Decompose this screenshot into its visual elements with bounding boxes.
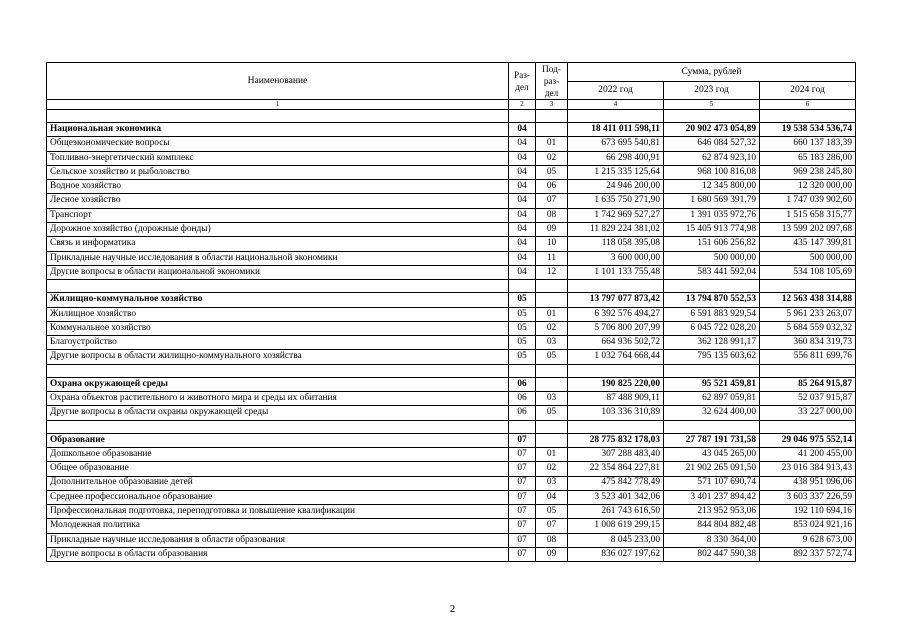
amount-2023: 1 680 569 391,79 — [664, 194, 760, 208]
podrazdel-code — [536, 433, 568, 447]
row-name: Сельское хозяйство и рыболовство — [47, 165, 509, 179]
razdel-code: 04 — [509, 223, 536, 237]
row-name: Прикладные научные исследования в области образования — [47, 533, 509, 547]
razdel-code: 07 — [509, 519, 536, 533]
podrazdel-code: 01 — [536, 307, 568, 321]
amount-2023: 646 084 527,32 — [664, 137, 760, 151]
razdel-code: 07 — [509, 490, 536, 504]
amount-2022: 307 288 483,40 — [568, 447, 664, 461]
table-row — [47, 336, 856, 350]
amount-2024: 892 337 572,74 — [760, 548, 856, 562]
amount-2022: 1 032 764 668,44 — [568, 350, 664, 364]
column-number: 5 — [664, 100, 760, 110]
empty-cell — [568, 280, 664, 293]
podrazdel-code: 05 — [536, 406, 568, 420]
row-name: Общее образование — [47, 462, 509, 476]
section-name: Охрана окружающей среды — [47, 377, 509, 391]
amount-2024: 500 000,00 — [760, 251, 856, 265]
blank-row — [47, 420, 856, 433]
amount-2024: 1 747 039 902,60 — [760, 194, 856, 208]
podrazdel-code: 05 — [536, 505, 568, 519]
table-row — [47, 476, 856, 490]
row-name: Другие вопросы в области национальной экономики — [47, 265, 509, 279]
podrazdel-code: 07 — [536, 194, 568, 208]
table-row — [47, 237, 856, 251]
amount-2023: 6 045 722 028,20 — [664, 321, 760, 335]
section-row — [47, 293, 856, 307]
empty-cell — [536, 110, 568, 123]
podrazdel-code: 01 — [536, 447, 568, 461]
amount-2022: 3 600 000,00 — [568, 251, 664, 265]
podrazdel-code — [536, 123, 568, 137]
amount-2024: 41 200 455,00 — [760, 447, 856, 461]
amount-2023: 362 128 991,17 — [664, 336, 760, 350]
razdel-code: 04 — [509, 123, 536, 137]
amount-2024: 5 961 233 263,07 — [760, 307, 856, 321]
table-row — [47, 265, 856, 279]
razdel-code: 07 — [509, 476, 536, 490]
amount-2022: 664 936 502,72 — [568, 336, 664, 350]
row-name: Профессиональная подготовка, переподготовка и повышение квалификации — [47, 505, 509, 519]
podrazdel-code: 11 — [536, 251, 568, 265]
amount-2023: 13 794 870 552,53 — [664, 293, 760, 307]
amount-2024: 534 108 105,69 — [760, 265, 856, 279]
empty-cell — [568, 420, 664, 433]
empty-cell — [760, 420, 856, 433]
table-row — [47, 208, 856, 222]
empty-cell — [47, 420, 509, 433]
amount-2022: 836 027 197,62 — [568, 548, 664, 562]
amount-2024: 29 046 975 552,14 — [760, 433, 856, 447]
row-name: Другие вопросы в области жилищно-коммунального хозяйства — [47, 350, 509, 364]
podrazdel-code: 08 — [536, 208, 568, 222]
amount-2022: 475 842 778,49 — [568, 476, 664, 490]
row-name: Охрана объектов растительного и животного мира и среды их обитания — [47, 392, 509, 406]
empty-cell — [509, 364, 536, 377]
table-row — [47, 321, 856, 335]
amount-2024: 360 834 319,73 — [760, 336, 856, 350]
amount-2024: 969 238 245,80 — [760, 165, 856, 179]
podrazdel-code: 09 — [536, 223, 568, 237]
empty-cell — [47, 280, 509, 293]
podrazdel-code: 02 — [536, 151, 568, 165]
amount-2024: 33 227 000,00 — [760, 406, 856, 420]
amount-2024: 192 110 694,16 — [760, 505, 856, 519]
podrazdel-code: 10 — [536, 237, 568, 251]
amount-2022: 66 298 400,91 — [568, 151, 664, 165]
amount-2022: 3 523 401 342,06 — [568, 490, 664, 504]
header-year-2024: 2024 год — [760, 81, 856, 100]
section-row — [47, 123, 856, 137]
table-body — [47, 110, 856, 562]
amount-2022: 6 392 576 494,27 — [568, 307, 664, 321]
podrazdel-code: 05 — [536, 350, 568, 364]
amount-2023: 795 135 603,62 — [664, 350, 760, 364]
podrazdel-code: 03 — [536, 476, 568, 490]
amount-2024: 438 951 096,06 — [760, 476, 856, 490]
empty-cell — [664, 110, 760, 123]
amount-2023: 27 787 191 731,58 — [664, 433, 760, 447]
empty-cell — [664, 420, 760, 433]
razdel-code: 07 — [509, 548, 536, 562]
amount-2024: 660 137 183,39 — [760, 137, 856, 151]
amount-2022: 1 635 750 271,90 — [568, 194, 664, 208]
table-row — [47, 548, 856, 562]
blank-row — [47, 280, 856, 293]
podrazdel-code: 04 — [536, 490, 568, 504]
table-row — [47, 180, 856, 194]
table-row — [47, 392, 856, 406]
amount-2022: 1 101 133 755,48 — [568, 265, 664, 279]
razdel-code: 05 — [509, 293, 536, 307]
row-name: Дошкольное образование — [47, 447, 509, 461]
column-number: 6 — [760, 100, 856, 110]
razdel-code: 07 — [509, 447, 536, 461]
amount-2024: 52 037 915,87 — [760, 392, 856, 406]
razdel-code: 04 — [509, 165, 536, 179]
table-row — [47, 462, 856, 476]
budget-table — [46, 62, 856, 562]
amount-2023: 844 804 882,48 — [664, 519, 760, 533]
amount-2023: 3 401 237 894,42 — [664, 490, 760, 504]
header-razdel: Раз- дел — [509, 63, 536, 100]
amount-2022: 5 706 800 207,99 — [568, 321, 664, 335]
empty-cell — [760, 280, 856, 293]
amount-2024: 65 183 286,00 — [760, 151, 856, 165]
amount-2023: 151 606 256,82 — [664, 237, 760, 251]
empty-cell — [536, 280, 568, 293]
empty-cell — [509, 110, 536, 123]
amount-2023: 500 000,00 — [664, 251, 760, 265]
podrazdel-code: 02 — [536, 462, 568, 476]
amount-2022: 13 797 077 873,42 — [568, 293, 664, 307]
amount-2023: 15 405 913 774,98 — [664, 223, 760, 237]
table-row — [47, 406, 856, 420]
podrazdel-code: 02 — [536, 321, 568, 335]
empty-cell — [664, 364, 760, 377]
amount-2023: 8 330 364,00 — [664, 533, 760, 547]
amount-2023: 21 902 265 091,50 — [664, 462, 760, 476]
podrazdel-code: 03 — [536, 336, 568, 350]
table-row — [47, 165, 856, 179]
amount-2024: 23 016 384 913,43 — [760, 462, 856, 476]
section-name: Образование — [47, 433, 509, 447]
row-name: Транспорт — [47, 208, 509, 222]
empty-cell — [664, 280, 760, 293]
amount-2024: 12 320 000,00 — [760, 180, 856, 194]
amount-2024: 435 147 399,81 — [760, 237, 856, 251]
razdel-code: 07 — [509, 533, 536, 547]
amount-2023: 95 521 459,81 — [664, 377, 760, 391]
amount-2023: 43 045 265,00 — [664, 447, 760, 461]
row-name: Благоустройство — [47, 336, 509, 350]
section-name: Жилищно-коммунальное хозяйство — [47, 293, 509, 307]
table-row — [47, 194, 856, 208]
razdel-code: 04 — [509, 137, 536, 151]
table-row — [47, 151, 856, 165]
table-row — [47, 251, 856, 265]
amount-2023: 802 447 590,38 — [664, 548, 760, 562]
razdel-code: 07 — [509, 505, 536, 519]
amount-2022: 87 488 909,11 — [568, 392, 664, 406]
table-row — [47, 223, 856, 237]
razdel-code: 04 — [509, 180, 536, 194]
amount-2022: 673 695 540,81 — [568, 137, 664, 151]
amount-2022: 8 045 233,00 — [568, 533, 664, 547]
amount-2023: 32 624 400,00 — [664, 406, 760, 420]
podrazdel-code — [536, 377, 568, 391]
empty-cell — [509, 280, 536, 293]
table-row — [47, 350, 856, 364]
section-name: Национальная экономика — [47, 123, 509, 137]
amount-2023: 62 874 923,10 — [664, 151, 760, 165]
empty-cell — [568, 364, 664, 377]
empty-cell — [536, 420, 568, 433]
razdel-code: 07 — [509, 462, 536, 476]
section-row — [47, 377, 856, 391]
razdel-code: 04 — [509, 251, 536, 265]
amount-2022: 1 742 969 527,27 — [568, 208, 664, 222]
row-name: Жилищное хозяйство — [47, 307, 509, 321]
row-name: Молодежная политика — [47, 519, 509, 533]
podrazdel-code — [536, 293, 568, 307]
podrazdel-code: 03 — [536, 392, 568, 406]
amount-2022: 103 336 310,89 — [568, 406, 664, 420]
amount-2022: 24 946 200,00 — [568, 180, 664, 194]
podrazdel-code: 12 — [536, 265, 568, 279]
amount-2024: 1 515 658 315,77 — [760, 208, 856, 222]
amount-2024: 9 628 673,00 — [760, 533, 856, 547]
amount-2024: 556 811 699,76 — [760, 350, 856, 364]
row-name: Водное хозяйство — [47, 180, 509, 194]
row-name: Дополнительное образование детей — [47, 476, 509, 490]
razdel-code: 04 — [509, 194, 536, 208]
amount-2024: 85 264 915,87 — [760, 377, 856, 391]
table-row — [47, 137, 856, 151]
row-name: Другие вопросы в области образования — [47, 548, 509, 562]
row-name: Среднее профессиональное образование — [47, 490, 509, 504]
amount-2022: 118 058 395,08 — [568, 237, 664, 251]
amount-2024: 853 024 921,16 — [760, 519, 856, 533]
amount-2023: 968 100 816,08 — [664, 165, 760, 179]
razdel-code: 04 — [509, 237, 536, 251]
amount-2022: 22 354 864 227,81 — [568, 462, 664, 476]
amount-2022: 261 743 616,50 — [568, 505, 664, 519]
amount-2022: 1 215 335 125,64 — [568, 165, 664, 179]
razdel-code: 07 — [509, 433, 536, 447]
header-year-2022: 2022 год — [568, 81, 664, 100]
amount-2023: 6 591 883 929,54 — [664, 307, 760, 321]
blank-row — [47, 364, 856, 377]
header-podrazdel: Под- раз- дел — [536, 63, 568, 100]
empty-cell — [536, 364, 568, 377]
empty-cell — [760, 364, 856, 377]
amount-2023: 62 897 059,81 — [664, 392, 760, 406]
amount-2023: 213 952 953,06 — [664, 505, 760, 519]
amount-2024: 3 603 337 226,59 — [760, 490, 856, 504]
amount-2022: 18 411 011 598,11 — [568, 123, 664, 137]
amount-2023: 571 107 690,74 — [664, 476, 760, 490]
empty-cell — [47, 364, 509, 377]
amount-2022: 28 775 832 178,03 — [568, 433, 664, 447]
razdel-code: 05 — [509, 307, 536, 321]
column-number: 2 — [509, 100, 536, 110]
podrazdel-code: 08 — [536, 533, 568, 547]
empty-cell — [47, 110, 509, 123]
table-header — [47, 63, 856, 110]
podrazdel-code: 01 — [536, 137, 568, 151]
amount-2022: 190 825 220,00 — [568, 377, 664, 391]
podrazdel-code: 07 — [536, 519, 568, 533]
table-row — [47, 519, 856, 533]
row-name: Прикладные научные исследования в области национальной экономики — [47, 251, 509, 265]
razdel-code: 06 — [509, 406, 536, 420]
table-row — [47, 447, 856, 461]
podrazdel-code: 05 — [536, 165, 568, 179]
table-row — [47, 490, 856, 504]
podrazdel-code: 06 — [536, 180, 568, 194]
row-name: Топливно-энергетический комплекс — [47, 151, 509, 165]
column-number: 4 — [568, 100, 664, 110]
amount-2023: 1 391 035 972,76 — [664, 208, 760, 222]
empty-cell — [760, 110, 856, 123]
row-name: Связь и информатика — [47, 237, 509, 251]
page-number: 2 — [449, 603, 456, 615]
razdel-code: 05 — [509, 350, 536, 364]
amount-2023: 20 902 473 054,89 — [664, 123, 760, 137]
header-sum-title: Сумма, рублей — [568, 63, 856, 82]
empty-cell — [509, 420, 536, 433]
table-row — [47, 533, 856, 547]
row-name: Коммунальное хозяйство — [47, 321, 509, 335]
column-number: 1 — [47, 100, 509, 110]
razdel-code: 05 — [509, 336, 536, 350]
amount-2022: 1 008 619 299,15 — [568, 519, 664, 533]
amount-2023: 583 441 592,04 — [664, 265, 760, 279]
table-row — [47, 307, 856, 321]
row-name: Другие вопросы в области охраны окружающей среды — [47, 406, 509, 420]
table-row — [47, 505, 856, 519]
razdel-code: 04 — [509, 151, 536, 165]
amount-2022: 11 829 224 381,02 — [568, 223, 664, 237]
razdel-code: 04 — [509, 265, 536, 279]
amount-2024: 12 563 438 314,88 — [760, 293, 856, 307]
amount-2024: 19 538 534 536,74 — [760, 123, 856, 137]
amount-2024: 5 684 559 032,32 — [760, 321, 856, 335]
razdel-code: 06 — [509, 392, 536, 406]
blank-row — [47, 110, 856, 123]
row-name: Лесное хозяйство — [47, 194, 509, 208]
column-numbers-row — [47, 100, 856, 110]
section-row — [47, 433, 856, 447]
column-number: 3 — [536, 100, 568, 110]
row-name: Общеэкономические вопросы — [47, 137, 509, 151]
amount-2024: 13 599 202 097,68 — [760, 223, 856, 237]
podrazdel-code: 09 — [536, 548, 568, 562]
amount-2023: 12 345 800,00 — [664, 180, 760, 194]
razdel-code: 05 — [509, 321, 536, 335]
header-year-2023: 2023 год — [664, 81, 760, 100]
empty-cell — [568, 110, 664, 123]
row-name: Дорожное хозяйство (дорожные фонды) — [47, 223, 509, 237]
razdel-code: 06 — [509, 377, 536, 391]
header-name: Наименование — [47, 63, 509, 100]
razdel-code: 04 — [509, 208, 536, 222]
